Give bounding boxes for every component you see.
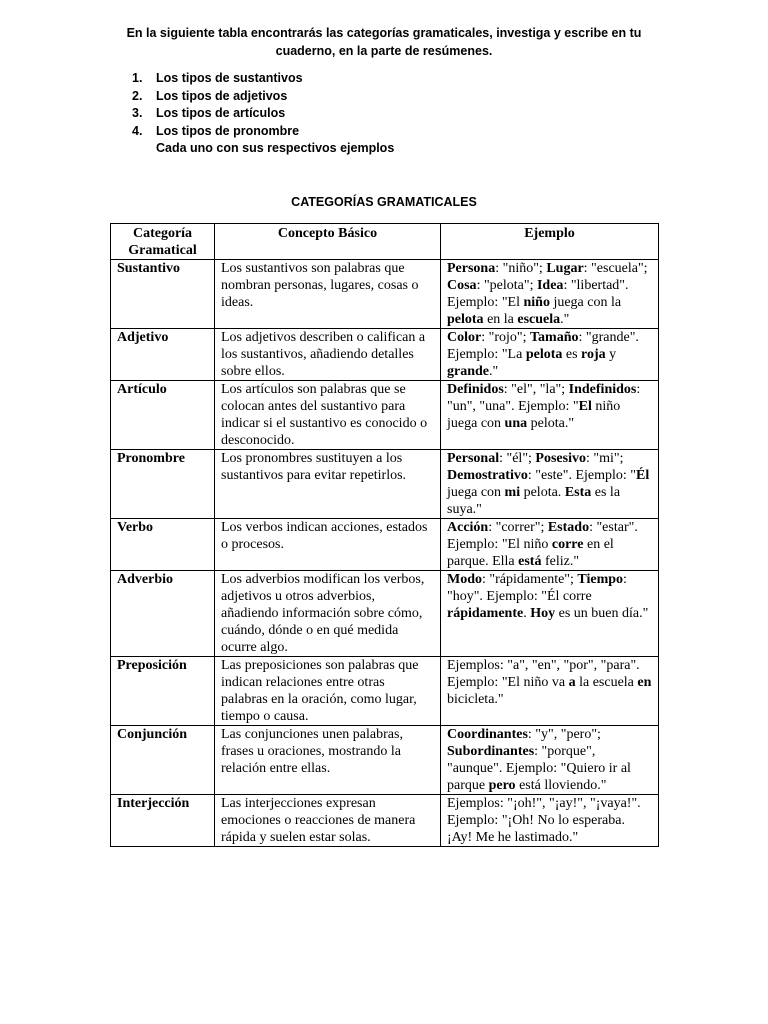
example-keyword: Idea [536,278,564,293]
example-keyword: Lugar [546,261,584,276]
list-item-text: Los tipos de sustantivos [156,71,303,85]
example-keyword: pero [488,778,516,793]
category-cell: Preposición [111,657,215,726]
example-text: : "este". Ejemplo: " [527,468,636,483]
example-cell [441,571,659,657]
list-item [132,123,552,141]
list-item-number: 1. [132,71,143,85]
example-text: : "correr"; [488,520,548,535]
example-text: : "pelota"; [476,278,537,293]
example-text: : "porque", "aunque". Ejemplo: "Quiero ir al parque [447,744,631,793]
example-keyword: Él [636,468,650,483]
category-cell: Verbo [111,519,215,571]
example-cell [441,657,659,726]
concept-cell: Los artículos son palabras que se colocan antes del sustantivo para indicar si el sustantivo es conocido o desconocido. [215,381,441,450]
example-keyword: Indefinidos [568,382,637,397]
example-keyword: Modo [447,572,482,587]
concept-cell: Las conjunciones unen palabras, frases u oraciones, mostrando la relación entre ellas. [215,726,441,795]
example-text: : "niño"; [495,261,547,276]
example-keyword: Cosa [447,278,477,293]
concept-cell: Las preposiciones son palabras que indican relaciones entre otras palabras en la oración, como lugar, tiempo o causa. [215,657,441,726]
table-row [111,657,659,726]
example-keyword: Coordinantes [447,727,528,742]
example-keyword: a [568,675,576,690]
header-example: Ejemplo [441,224,659,260]
example-keyword: Persona [447,261,496,276]
list-item [132,70,552,88]
category-cell: Conjunción [111,726,215,795]
concept-cell: Los verbos indican acciones, estados o procesos. [215,519,441,571]
example-keyword: corre [551,537,584,552]
example-keyword: está [518,554,542,569]
example-text: : "él"; [499,451,536,466]
concept-cell: Los adverbios modifican los verbos, adjetivos u otros adverbios, añadiendo información sobre cómo, cuándo, dónde o en qué medida ocurre algo. [215,571,441,657]
example-text: niño juega con [447,399,621,431]
example-keyword: Acción [447,520,489,535]
example-keyword: Color [447,330,482,345]
example-keyword: pelota [447,312,484,327]
example-text: : "el", "la"; [503,382,569,397]
concept-cell: Los adjetivos describen o califican a los sustantivos, añadiendo detalles sobre ellos. [215,329,441,381]
example-keyword: Subordinantes [447,744,535,759]
example-text: y [605,347,617,362]
example-cell [441,260,659,329]
table-row [111,519,659,571]
grammar-table [110,223,659,847]
header-concept: Concepto Básico [215,224,441,260]
table-row [111,260,659,329]
example-text: es un buen día." [555,606,649,621]
instructions-text [118,24,650,60]
example-text: ." [489,364,499,379]
example-text: juega con [447,485,505,500]
list-item [132,105,552,123]
table-row [111,726,659,795]
example-keyword: Tamaño [529,330,579,345]
example-keyword: Definidos [447,382,504,397]
example-keyword: Estado [547,520,590,535]
table-title: CATEGORÍAS GRAMATICALES [291,195,477,209]
category-cell: Pronombre [111,450,215,519]
category-cell: Artículo [111,381,215,450]
example-cell [441,519,659,571]
example-text: pelota. [520,485,565,500]
example-keyword: Hoy [530,606,556,621]
example-keyword: en [637,675,652,690]
example-text: : "estar". Ejemplo: "El niño [447,520,638,552]
list-item-text: Los tipos de adjetivos [156,88,288,103]
example-cell [441,726,659,795]
example-keyword: niño [523,295,550,310]
concept-cell: Los sustantivos son palabras que nombran personas, lugares, cosas o ideas. [215,260,441,329]
example-keyword: escuela [517,312,561,327]
table-row [111,795,659,847]
category-cell: Adjetivo [111,329,215,381]
example-keyword: Personal [447,451,500,466]
example-keyword: Posesivo [535,451,586,466]
example-keyword: una [504,416,528,431]
category-cell: Interjección [111,795,215,847]
category-cell: Sustantivo [111,260,215,329]
table-header-row [111,224,659,260]
list-item-number: 4. [132,123,143,138]
example-keyword: pelota [525,347,563,362]
list-item-text: Los tipos de pronombre [156,123,300,138]
instructions-line-1: En la siguiente tabla encontrarás las categorías gramaticales, investiga y escribe en tu [126,26,642,40]
example-keyword: grande [447,364,489,379]
example-text: bicicleta." [447,692,504,707]
example-keyword: rápidamente [447,606,524,621]
example-text: . [523,606,531,621]
example-text: : "grande". Ejemplo: "La [447,330,639,362]
example-text: : "mi"; [585,451,624,466]
example-text: es la suya." [447,485,621,517]
example-keyword: mi [504,485,521,500]
example-cell [441,795,659,847]
example-keyword: Esta [564,485,592,500]
example-text: Ejemplos: "a", "en", "por", "para". Ejemplo: "El niño va [447,658,640,690]
concept-cell: Los pronombres sustituyen a los sustantivos para evitar repetirlos. [215,450,441,519]
example-text: : "rápidamente"; [482,572,578,587]
example-text: : "hoy". Ejemplo: "Él corre [447,572,627,604]
example-text: feliz." [541,554,580,569]
example-text: : "rojo"; [481,330,530,345]
concept-cell: Las interjecciones expresan emociones o reacciones de manera rápida y suelen estar solas. [215,795,441,847]
example-text: ." [560,312,570,327]
instructions-line-2: cuaderno, en la parte de resúmenes. [275,44,493,58]
example-cell [441,450,659,519]
example-text: : "y", "pero"; [527,727,601,742]
task-list [132,70,552,158]
list-item [132,88,552,106]
example-text: en la [483,312,518,327]
example-text: pelota." [527,416,575,431]
table-row [111,381,659,450]
example-cell [441,381,659,450]
example-keyword: roja [581,347,606,362]
list-item-number: 3. [132,106,143,120]
category-cell: Adverbio [111,571,215,657]
example-text: la escuela [575,675,638,690]
list-item-number: 2. [132,88,143,103]
table-row [111,571,659,657]
example-text: : "un", "una". Ejemplo: " [447,382,641,414]
example-text: : "escuela"; [583,261,648,276]
example-text: es [562,347,582,362]
list-note: Cada uno con sus respectivos ejemplos [156,141,395,155]
example-text: Ejemplos: "¡oh!", "¡ay!", "¡vaya!". Ejemplo: "¡Oh! No lo esperaba. ¡Ay! Me he lastimado." [447,796,641,845]
table-row [111,329,659,381]
example-text: : "libertad". Ejemplo: "El [447,278,629,310]
example-cell [441,329,659,381]
example-keyword: Demostrativo [447,468,528,483]
header-category: Categoría Gramatical [111,224,215,260]
example-keyword: El [578,399,592,414]
example-text: está lloviendo." [515,778,607,793]
example-text: juega con la [549,295,622,310]
example-keyword: Tiempo [577,572,624,587]
table-row [111,450,659,519]
example-text: en el parque. Ella [447,537,614,569]
list-item-text: Los tipos de artículos [156,106,286,120]
